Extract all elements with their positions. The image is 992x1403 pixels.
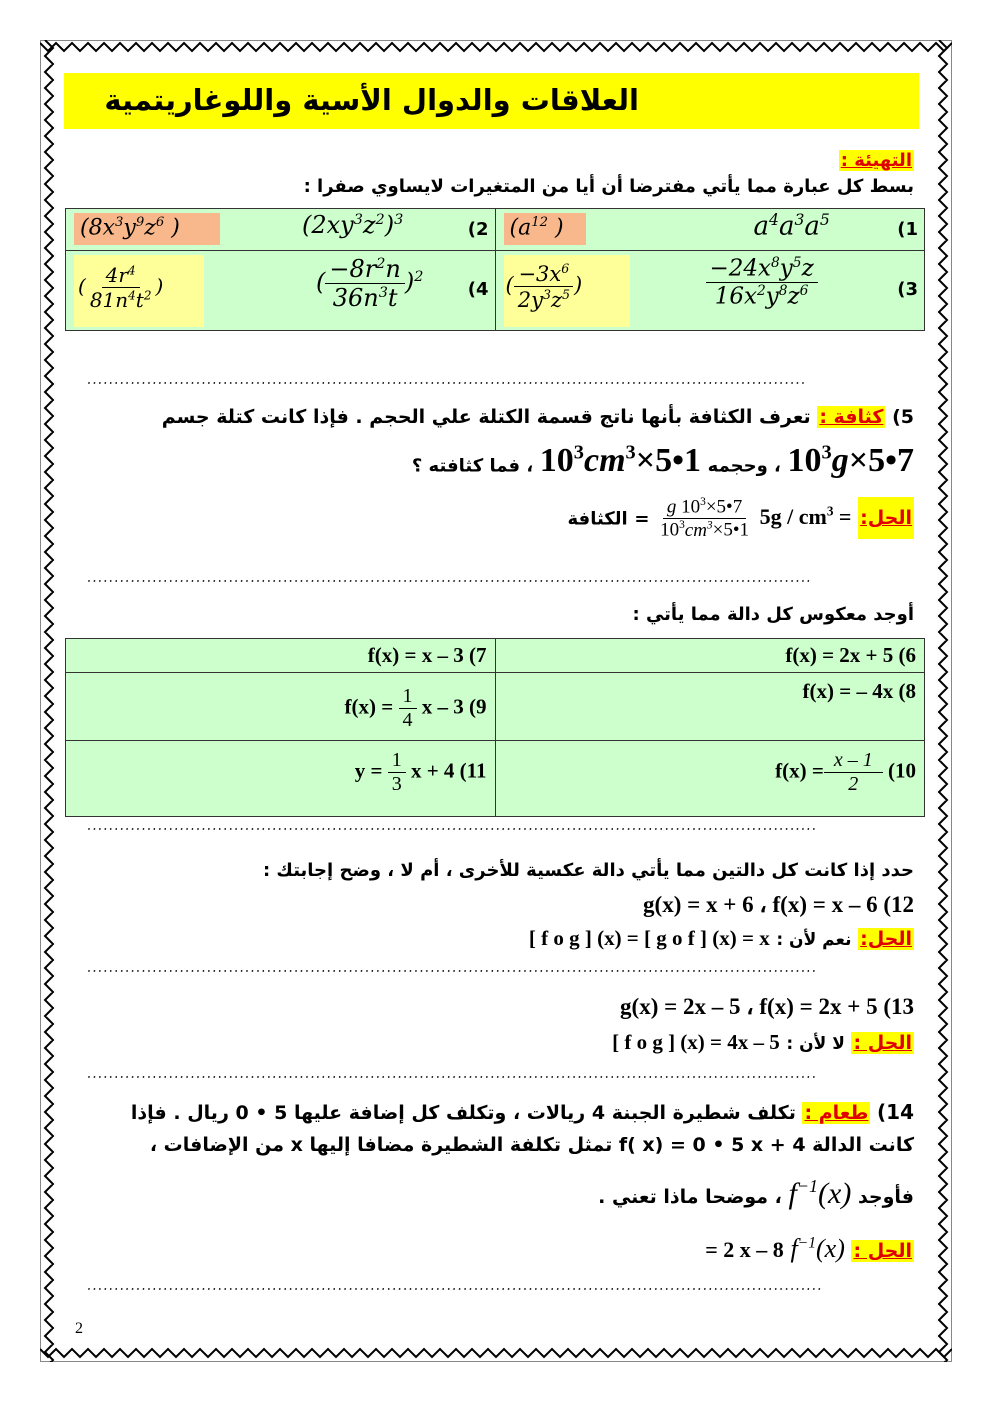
cell-q11 <box>66 741 496 817</box>
q12-solution <box>529 926 914 951</box>
cell-q7 <box>66 639 496 673</box>
simplify-instruction: بسط كل عبارة مما يأتي مفترضا أن أيا من المتغيرات لايساوي صفرا : <box>303 176 914 197</box>
separator-dots: ‘‘‘‘‘‘‘‘‘‘‘‘‘‘‘‘‘‘‘‘‘‘‘‘‘‘‘‘‘‘‘‘‘‘‘‘‘‘‘‘‘‘‘‘‘‘‘‘‘‘‘‘‘‘‘‘‘‘‘‘‘‘‘‘‘‘‘‘‘‘‘‘‘‘‘‘‘‘‘‘‘‘‘‘‘‘‘‘‘‘‘‘‘‘‘‘‘‘‘‘‘‘‘‘‘‘‘‘‘‘‘‘‘‘‘‘‘‘‘‘‘‘‘‘‘‘‘‘‘‘‘‘‘ <box>87 580 812 590</box>
q7-expression: f(x) = x – 3 (7 <box>367 643 487 667</box>
left-zigzag-border <box>42 40 56 1362</box>
q13-solution-expression: [ f o g ] (x) = 4x – 5 <box>612 1030 780 1054</box>
inverse-table <box>65 638 925 817</box>
q13-expression: g(x) = 2x – 5 ، f(x) = 2x + 5 (13 <box>620 994 914 1019</box>
top-zigzag-border <box>40 40 952 54</box>
q5-mass: $7•5\times 10^3g$ <box>787 442 914 480</box>
q14-text3a: فأوجد <box>857 1186 914 1208</box>
q5-text1: تعرف الكثافة بأنها ناتج قسمة الكتلة علي الحجم . فإذا كانت كتلة جسم <box>161 406 811 428</box>
cell-q3 <box>495 251 925 331</box>
q3-number: (3 <box>897 279 918 300</box>
warmup-heading <box>839 150 914 171</box>
q1-number: (1 <box>897 219 918 240</box>
q5-text2: ، وحجمه <box>707 455 781 477</box>
q5-number: 5) <box>892 406 914 428</box>
q4-expression: ( $\frac{-8r^2n}{36n^3t}$ )$^2$ <box>316 255 424 312</box>
q14-answer: = 2 x – 8 <box>705 1237 784 1262</box>
q13-solution <box>612 1030 914 1055</box>
q2-answer-expression: ($8x^3y^9z^6$ ) <box>80 215 180 241</box>
q5-volume: $1•5\times 10^3cm^3$ <box>539 442 702 480</box>
q13-solution-label: الحل : <box>853 1032 912 1054</box>
separator-dots: ‘‘‘‘‘‘‘‘‘‘‘‘‘‘‘‘‘‘‘‘‘‘‘‘‘‘‘‘‘‘‘‘‘‘‘‘‘‘‘‘‘‘‘‘‘‘‘‘‘‘‘‘‘‘‘‘‘‘‘‘‘‘‘‘‘‘‘‘‘‘‘‘‘‘‘‘‘‘‘‘‘‘‘‘‘‘‘‘‘‘‘‘‘‘‘‘‘‘‘‘‘‘‘‘‘‘‘‘‘‘‘‘‘‘‘‘‘‘‘‘‘‘‘‘‘‘‘‘‘‘‘‘‘‘‘ <box>87 1288 823 1298</box>
q14-solution-label: الحل : <box>853 1240 912 1262</box>
q5-density-word: الكثافة <box>567 508 628 530</box>
q4-answer-expression: ( $\frac{4r^4}{81n^4t^2}$ ) <box>78 263 164 312</box>
q12-expression: g(x) = x + 6 ، f(x) = x – 6 (12 <box>643 892 914 917</box>
separator-dots: ‘‘‘‘‘‘‘‘‘‘‘‘‘‘‘‘‘‘‘‘‘‘‘‘‘‘‘‘‘‘‘‘‘‘‘‘‘‘‘‘‘‘‘‘‘‘‘‘‘‘‘‘‘‘‘‘‘‘‘‘‘‘‘‘‘‘‘‘‘‘‘‘‘‘‘‘‘‘‘‘‘‘‘‘‘‘‘‘‘‘‘‘‘‘‘‘‘‘‘‘‘‘‘‘‘‘‘‘‘‘‘‘‘‘‘‘‘‘‘‘‘‘‘‘‘‘‘‘‘‘‘‘‘‘ <box>87 1076 818 1086</box>
q1-expression: $a^4a^3a^5$ <box>753 211 830 242</box>
separator-dots: ‘‘‘‘‘‘‘‘‘‘‘‘‘‘‘‘‘‘‘‘‘‘‘‘‘‘‘‘‘‘‘‘‘‘‘‘‘‘‘‘‘‘‘‘‘‘‘‘‘‘‘‘‘‘‘‘‘‘‘‘‘‘‘‘‘‘‘‘‘‘‘‘‘‘‘‘‘‘‘‘‘‘‘‘‘‘‘‘‘‘‘‘‘‘‘‘‘‘‘‘‘‘‘‘‘‘‘‘‘‘‘‘‘‘‘‘‘‘‘‘‘‘‘‘‘‘‘‘‘‘‘‘‘‘ <box>87 970 818 980</box>
q4-number: (4 <box>467 279 489 300</box>
q5-text3: ، فما كثافته ؟ <box>411 455 534 477</box>
q14-line2: كانت الدالة f( x) = 0 • 5 x + 4 تمثل تكلفة الشطيرة مضافا إليها x من الإضافات ، <box>149 1134 914 1156</box>
cell-q6 <box>495 639 925 673</box>
q2-expression: $(2xy^3z^2)^3$ <box>302 211 404 239</box>
q12-solution-label: الحل: <box>860 928 912 950</box>
separator-dots: ‘‘‘‘‘‘‘‘‘‘‘‘‘‘‘‘‘‘‘‘‘‘‘‘‘‘‘‘‘‘‘‘‘‘‘‘‘‘‘‘‘‘‘‘‘‘‘‘‘‘‘‘‘‘‘‘‘‘‘‘‘‘‘‘‘‘‘‘‘‘‘‘‘‘‘‘‘‘‘‘‘‘‘‘‘‘‘‘‘‘‘‘‘‘‘‘‘‘‘‘‘‘‘‘‘‘‘‘‘‘‘‘‘‘‘‘‘‘‘‘‘‘‘‘‘‘‘‘‘‘‘‘‘‘ <box>87 828 818 838</box>
q5-fraction: $\frac{7•5\times 10^3 g}{1•5\times 10^3cm^3}$ <box>660 496 749 541</box>
q10-expression: f(x) = $\frac{x - 1}{2}$ (10 <box>775 749 916 795</box>
q8-expression: f(x) = – 4x (8 <box>802 679 916 703</box>
q12-solution-word: نعم لأن : <box>776 930 852 950</box>
q14-line3 <box>598 1176 914 1211</box>
q5-solution-label: الحل: <box>858 497 914 539</box>
q5-answer: = $5g / cm^3$ <box>759 504 852 530</box>
cell-q2 <box>66 209 496 251</box>
q1-answer-expression: ($a^{12}$ ) <box>509 215 564 241</box>
q14-number: 14) <box>877 1100 914 1124</box>
warmup-label: التهيئة : <box>840 150 912 171</box>
q5-line1 <box>162 406 914 428</box>
cell-q4 <box>66 251 496 331</box>
q5-label: كثافة : <box>819 406 884 428</box>
q14-text1: تكلف شطيرة الجبنة 4 ريالات ، وتكلف كل إضافة عليها 5 • 0 ريال . فإذا <box>130 1102 796 1124</box>
right-zigzag-border <box>936 40 950 1362</box>
separator-dots: ‘‘‘‘‘‘‘‘‘‘‘‘‘‘‘‘‘‘‘‘‘‘‘‘‘‘‘‘‘‘‘‘‘‘‘‘‘‘‘‘‘‘‘‘‘‘‘‘‘‘‘‘‘‘‘‘‘‘‘‘‘‘‘‘‘‘‘‘‘‘‘‘‘‘‘‘‘‘‘‘‘‘‘‘‘‘‘‘‘‘‘‘‘‘‘‘‘‘‘‘‘‘‘‘‘‘‘‘‘‘‘‘‘‘‘‘‘‘‘‘‘‘‘‘‘‘‘‘‘‘‘‘ <box>87 382 807 392</box>
cell-q8 <box>495 673 925 741</box>
q14-solution <box>705 1234 914 1264</box>
cell-q10 <box>495 741 925 817</box>
q14-answer-notation: $f^{-1}(x)$ <box>790 1234 845 1263</box>
q14-label: طعام : <box>804 1102 869 1124</box>
determine-instruction: حدد إذا كانت كل دالتين مما يأتي دالة عكسية للأخرى ، أم لا ، وضح إجابتك : <box>262 860 914 881</box>
q13-solution-word: لا لأن : <box>786 1034 845 1054</box>
q3-expression: $\frac{-24x^8y^5z}{16x^2y^8z^6}$ <box>706 255 818 309</box>
page-number: 2 <box>75 1320 83 1337</box>
q14-inverse-notation: $f^{-1}(x)$ <box>788 1176 852 1210</box>
worksheet <box>62 70 922 1350</box>
q2-number: (2 <box>467 219 489 240</box>
cell-q9 <box>66 673 496 741</box>
q5-solution: الحل: = $5g / cm^3$ $\frac{7•5\times 10^3 g}{1•5\times 10^3cm^3}$ = الكثافة <box>567 496 912 541</box>
q11-expression: y = $\frac{1}{3}$ x + 4 (11 <box>354 749 487 795</box>
q9-expression: f(x) = $\frac{1}{4}$ x – 3 (9 <box>344 685 487 731</box>
inverse-instruction: أوجد معكوس كل دالة مما يأتي : <box>632 604 914 625</box>
q5-line2 <box>412 442 914 486</box>
simplify-table <box>65 208 925 331</box>
page-title: العلاقات والدوال الأسية واللوغاريتمية <box>104 83 639 117</box>
q3-answer-expression: ( $\frac{-3x^6}{2y^3z^5}$ ) <box>505 261 583 312</box>
q12-solution-expression: [ f o g ] (x) = [ g o f ] (x) = x <box>528 926 770 950</box>
title-banner <box>64 73 919 129</box>
q14-line1 <box>131 1100 914 1124</box>
cell-q1 <box>495 209 925 251</box>
q6-expression: f(x) = 2x + 5 (6 <box>785 643 916 667</box>
q14-text3b: ، موضحا ماذا تعني . <box>598 1186 782 1208</box>
